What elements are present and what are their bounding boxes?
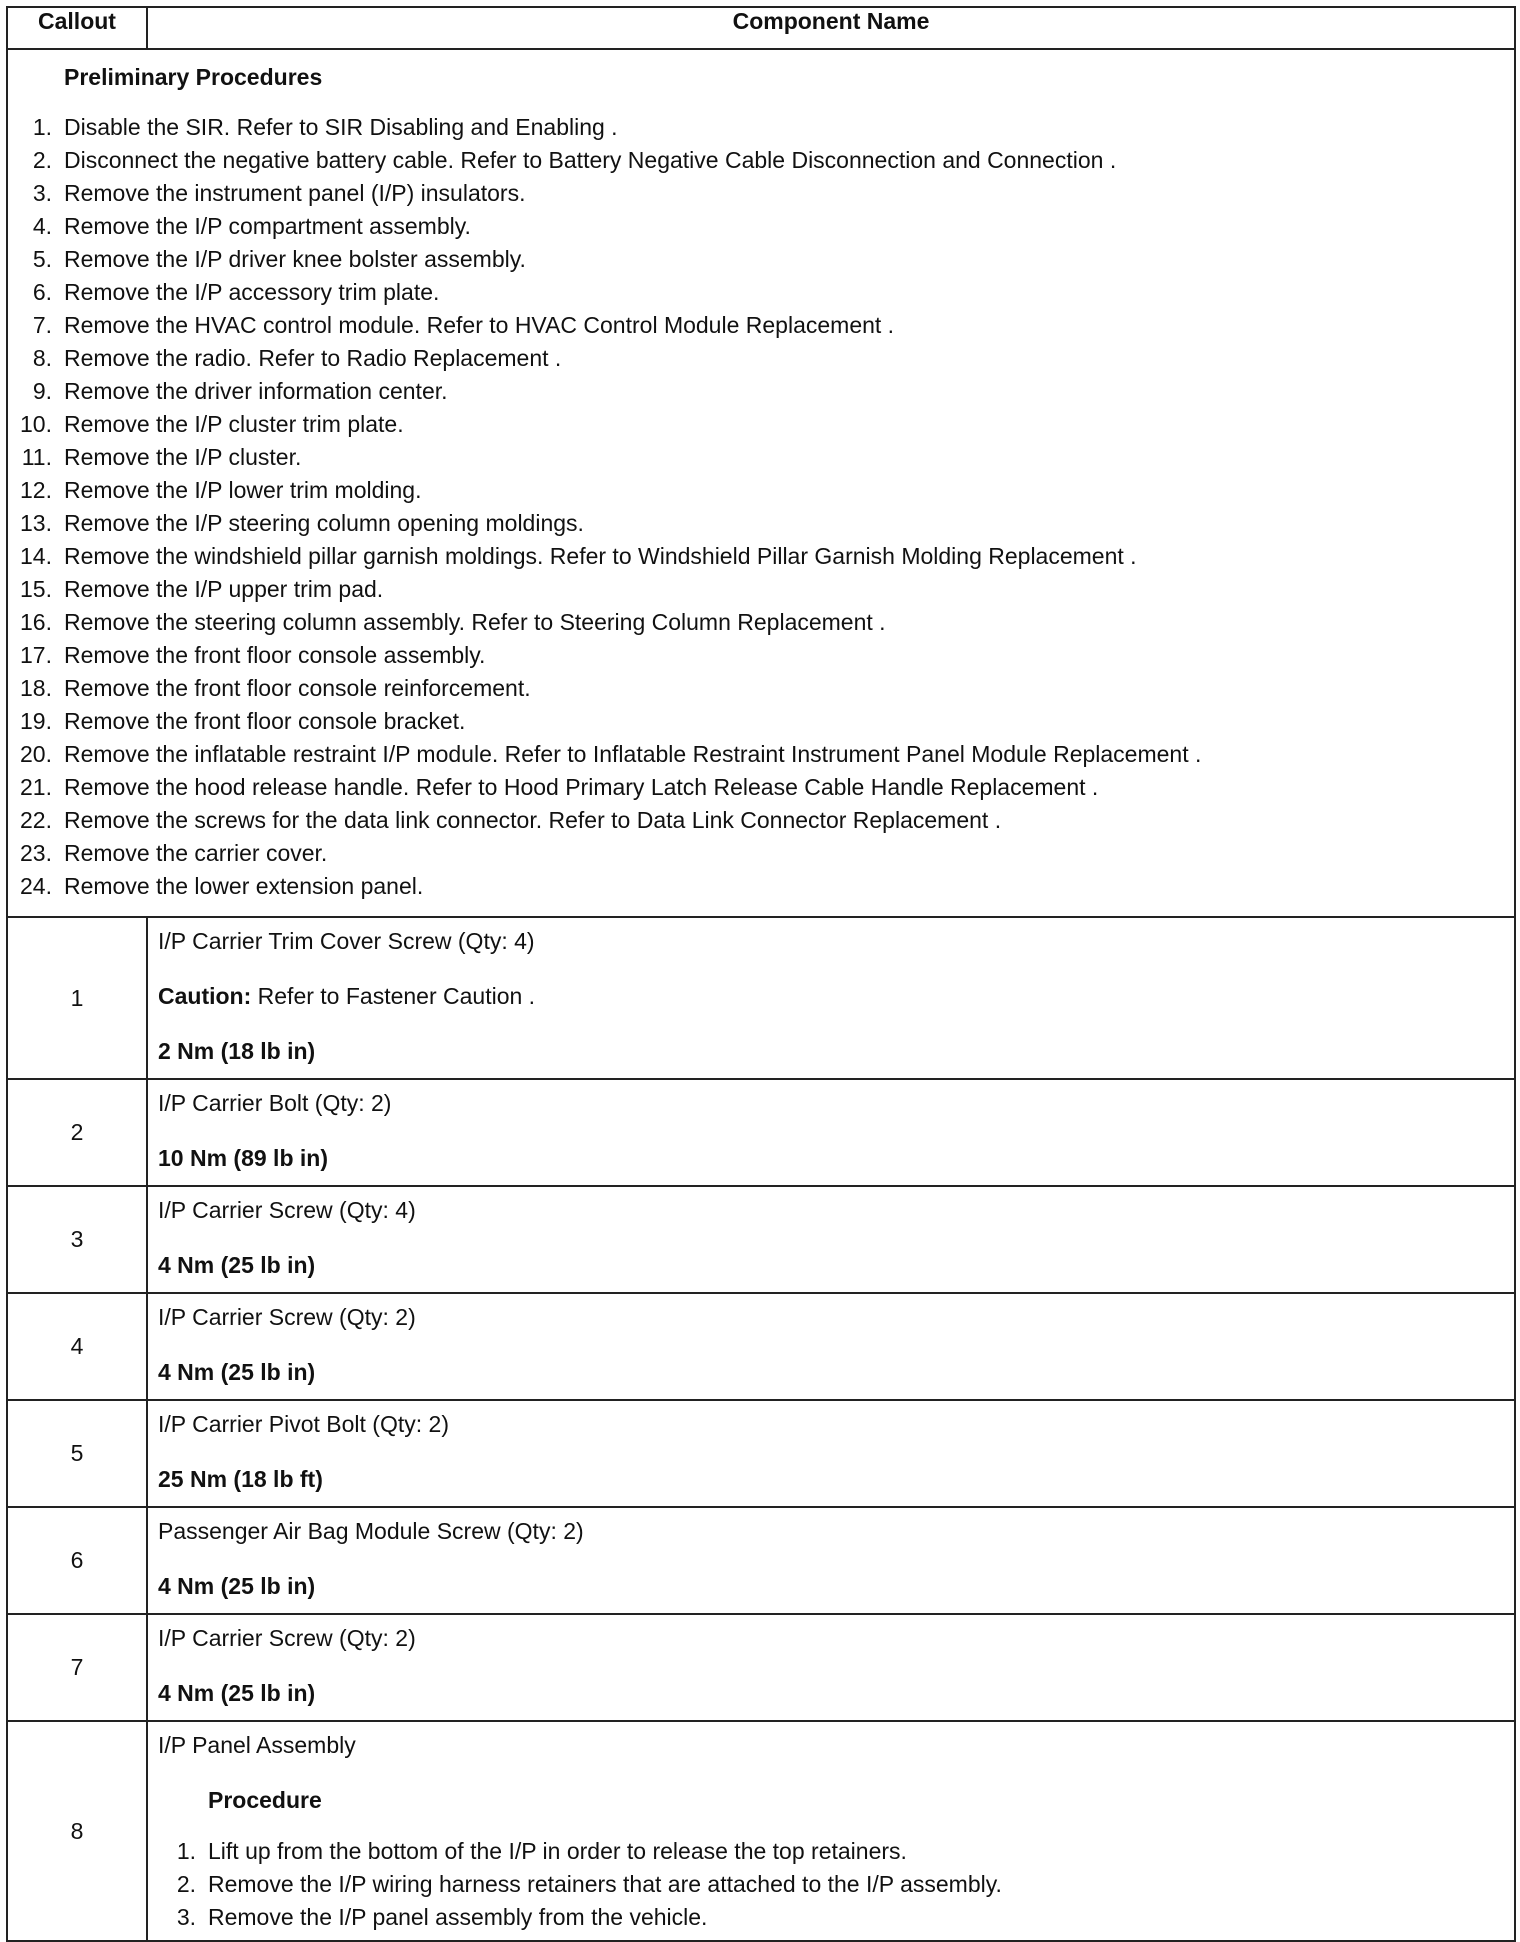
list-item	[8, 705, 1514, 738]
step-number: 21.	[20, 774, 52, 800]
step-number: 8.	[32, 345, 52, 371]
list-item	[8, 540, 1514, 573]
table-row	[7, 1079, 1515, 1186]
step-text: Remove the screws for the data link connector. Refer to Data Link Connector Replacement .	[64, 807, 1002, 833]
preliminary-steps-list	[8, 111, 1514, 903]
step-text: Remove the I/P upper trim pad.	[64, 576, 384, 602]
caution-text: Refer to Fastener Caution .	[251, 983, 536, 1009]
step-text: Remove the I/P wiring harness retainers that are attached to the I/P assembly.	[208, 1871, 1002, 1897]
step-number: 6.	[32, 279, 52, 305]
step-text: Remove the hood release handle. Refer to Hood Primary Latch Release Cable Handle Replacement .	[64, 774, 1099, 800]
step-number: 2.	[32, 147, 52, 173]
component-name-column-header: Component Name	[147, 7, 1515, 49]
component-cell	[147, 1507, 1515, 1614]
callout-number: 5	[7, 1400, 147, 1507]
step-text: Remove the front floor console reinforcement.	[64, 675, 531, 701]
callout-number: 1	[7, 917, 147, 1079]
step-text: Remove the HVAC control module. Refer to HVAC Control Module Replacement .	[64, 312, 895, 338]
step-number: 4.	[32, 213, 52, 239]
torque-spec: 2 Nm (18 lb in)	[158, 1038, 316, 1064]
torque-spec: 4 Nm (25 lb in)	[158, 1252, 316, 1278]
list-item	[8, 309, 1514, 342]
step-number: 2.	[176, 1871, 196, 1897]
step-text: Remove the driver information center.	[64, 378, 448, 404]
table-row	[7, 1400, 1515, 1507]
torque-spec: 10 Nm (89 lb in)	[158, 1145, 328, 1171]
table-row	[7, 1507, 1515, 1614]
step-number: 20.	[20, 741, 52, 767]
step-number: 9.	[32, 378, 52, 404]
list-item	[8, 474, 1514, 507]
component-table	[6, 6, 1516, 1942]
preliminary-procedures-row	[7, 49, 1515, 917]
caution-note	[158, 981, 1504, 1011]
step-number: 12.	[20, 477, 52, 503]
list-item	[8, 111, 1514, 144]
step-text: Remove the carrier cover.	[64, 840, 328, 866]
callout-number: 4	[7, 1293, 147, 1400]
torque-spec: 25 Nm (18 lb ft)	[158, 1466, 323, 1492]
step-number: 24.	[20, 873, 52, 899]
step-text: Remove the windshield pillar garnish moldings. Refer to Windshield Pillar Garnish Molding Replacement .	[64, 543, 1137, 569]
step-number: 14.	[20, 543, 52, 569]
step-number: 16.	[20, 609, 52, 635]
torque-spec: 4 Nm (25 lb in)	[158, 1573, 316, 1599]
component-name: I/P Carrier Screw (Qty: 2)	[158, 1625, 416, 1651]
step-text: Remove the inflatable restraint I/P module. Refer to Inflatable Restraint Instrument Panel Module Replacement .	[64, 741, 1202, 767]
step-text: Remove the lower extension panel.	[64, 873, 424, 899]
component-name: I/P Panel Assembly	[158, 1732, 356, 1758]
component-name: Passenger Air Bag Module Screw (Qty: 2)	[158, 1518, 584, 1544]
torque-spec: 4 Nm (25 lb in)	[158, 1359, 316, 1385]
step-number: 3.	[32, 180, 52, 206]
list-item	[8, 738, 1514, 771]
component-name: I/P Carrier Pivot Bolt (Qty: 2)	[158, 1411, 449, 1437]
step-number: 11.	[21, 444, 52, 470]
procedure-title: Procedure	[208, 1787, 322, 1813]
list-item	[8, 804, 1514, 837]
step-text: Remove the front floor console bracket.	[64, 708, 466, 734]
step-number: 17.	[20, 642, 52, 668]
preliminary-procedures-cell	[7, 49, 1515, 917]
list-item	[8, 672, 1514, 705]
step-text: Remove the I/P lower trim molding.	[64, 477, 422, 503]
table-row	[7, 1293, 1515, 1400]
step-text: Remove the I/P accessory trim plate.	[64, 279, 440, 305]
list-item	[8, 870, 1514, 903]
list-item	[8, 573, 1514, 606]
list-item	[8, 639, 1514, 672]
step-text: Disable the SIR. Refer to SIR Disabling and Enabling .	[64, 114, 618, 140]
callout-number: 6	[7, 1507, 147, 1614]
callout-number: 7	[7, 1614, 147, 1721]
step-number: 5.	[32, 246, 52, 272]
step-text: Remove the steering column assembly. Refer to Steering Column Replacement .	[64, 609, 886, 635]
step-text: Remove the I/P cluster trim plate.	[64, 411, 404, 437]
table-row	[7, 1186, 1515, 1293]
table-header-row	[7, 7, 1515, 49]
list-item	[158, 1868, 1504, 1901]
component-cell	[147, 1293, 1515, 1400]
step-number: 1.	[176, 1838, 196, 1864]
list-item	[8, 210, 1514, 243]
caution-label: Caution:	[158, 983, 252, 1009]
callout-number: 8	[7, 1721, 147, 1941]
step-text: Remove the front floor console assembly.	[64, 642, 486, 668]
list-item	[8, 441, 1514, 474]
table-row	[7, 917, 1515, 1079]
step-text: Remove the I/P compartment assembly.	[64, 213, 471, 239]
list-item	[8, 276, 1514, 309]
list-item	[8, 606, 1514, 639]
step-number: 15.	[20, 576, 52, 602]
step-text: Remove the I/P panel assembly from the vehicle.	[208, 1904, 708, 1930]
component-cell	[147, 1400, 1515, 1507]
step-text: Remove the instrument panel (I/P) insulators.	[64, 180, 526, 206]
step-number: 1.	[32, 114, 52, 140]
component-cell	[147, 1186, 1515, 1293]
component-name: I/P Carrier Screw (Qty: 4)	[158, 1197, 416, 1223]
procedure-steps-list	[158, 1835, 1504, 1934]
table-row	[7, 1614, 1515, 1721]
list-item	[8, 342, 1514, 375]
callout-number: 3	[7, 1186, 147, 1293]
list-item	[8, 144, 1514, 177]
step-number: 18.	[20, 675, 52, 701]
callout-number: 2	[7, 1079, 147, 1186]
component-cell	[147, 1614, 1515, 1721]
preliminary-procedures-title: Preliminary Procedures	[64, 64, 323, 90]
step-text: Remove the radio. Refer to Radio Replacement .	[64, 345, 562, 371]
callout-column-header: Callout	[7, 7, 147, 49]
step-text: Lift up from the bottom of the I/P in order to release the top retainers.	[208, 1838, 907, 1864]
list-item	[8, 408, 1514, 441]
list-item	[8, 243, 1514, 276]
component-name: I/P Carrier Screw (Qty: 2)	[158, 1304, 416, 1330]
component-cell	[147, 1721, 1515, 1941]
list-item	[8, 507, 1514, 540]
component-cell	[147, 1079, 1515, 1186]
step-text: Remove the I/P driver knee bolster assembly.	[64, 246, 526, 272]
step-text: Remove the I/P steering column opening moldings.	[64, 510, 584, 536]
step-text: Disconnect the negative battery cable. Refer to Battery Negative Cable Disconnection and Connection .	[64, 147, 1117, 173]
component-name: I/P Carrier Bolt (Qty: 2)	[158, 1090, 392, 1116]
step-number: 19.	[20, 708, 52, 734]
component-cell	[147, 917, 1515, 1079]
step-number: 3.	[176, 1904, 196, 1930]
torque-spec: 4 Nm (25 lb in)	[158, 1680, 316, 1706]
list-item	[158, 1901, 1504, 1934]
list-item	[8, 375, 1514, 408]
step-number: 22.	[20, 807, 52, 833]
step-number: 23.	[20, 840, 52, 866]
list-item	[8, 177, 1514, 210]
step-number: 13.	[20, 510, 52, 536]
list-item	[8, 837, 1514, 870]
table-row	[7, 1721, 1515, 1941]
step-text: Remove the I/P cluster.	[64, 444, 302, 470]
step-number: 7.	[32, 312, 52, 338]
component-name: I/P Carrier Trim Cover Screw (Qty: 4)	[158, 928, 535, 954]
list-item	[158, 1835, 1504, 1868]
list-item	[8, 771, 1514, 804]
step-number: 10.	[20, 411, 52, 437]
